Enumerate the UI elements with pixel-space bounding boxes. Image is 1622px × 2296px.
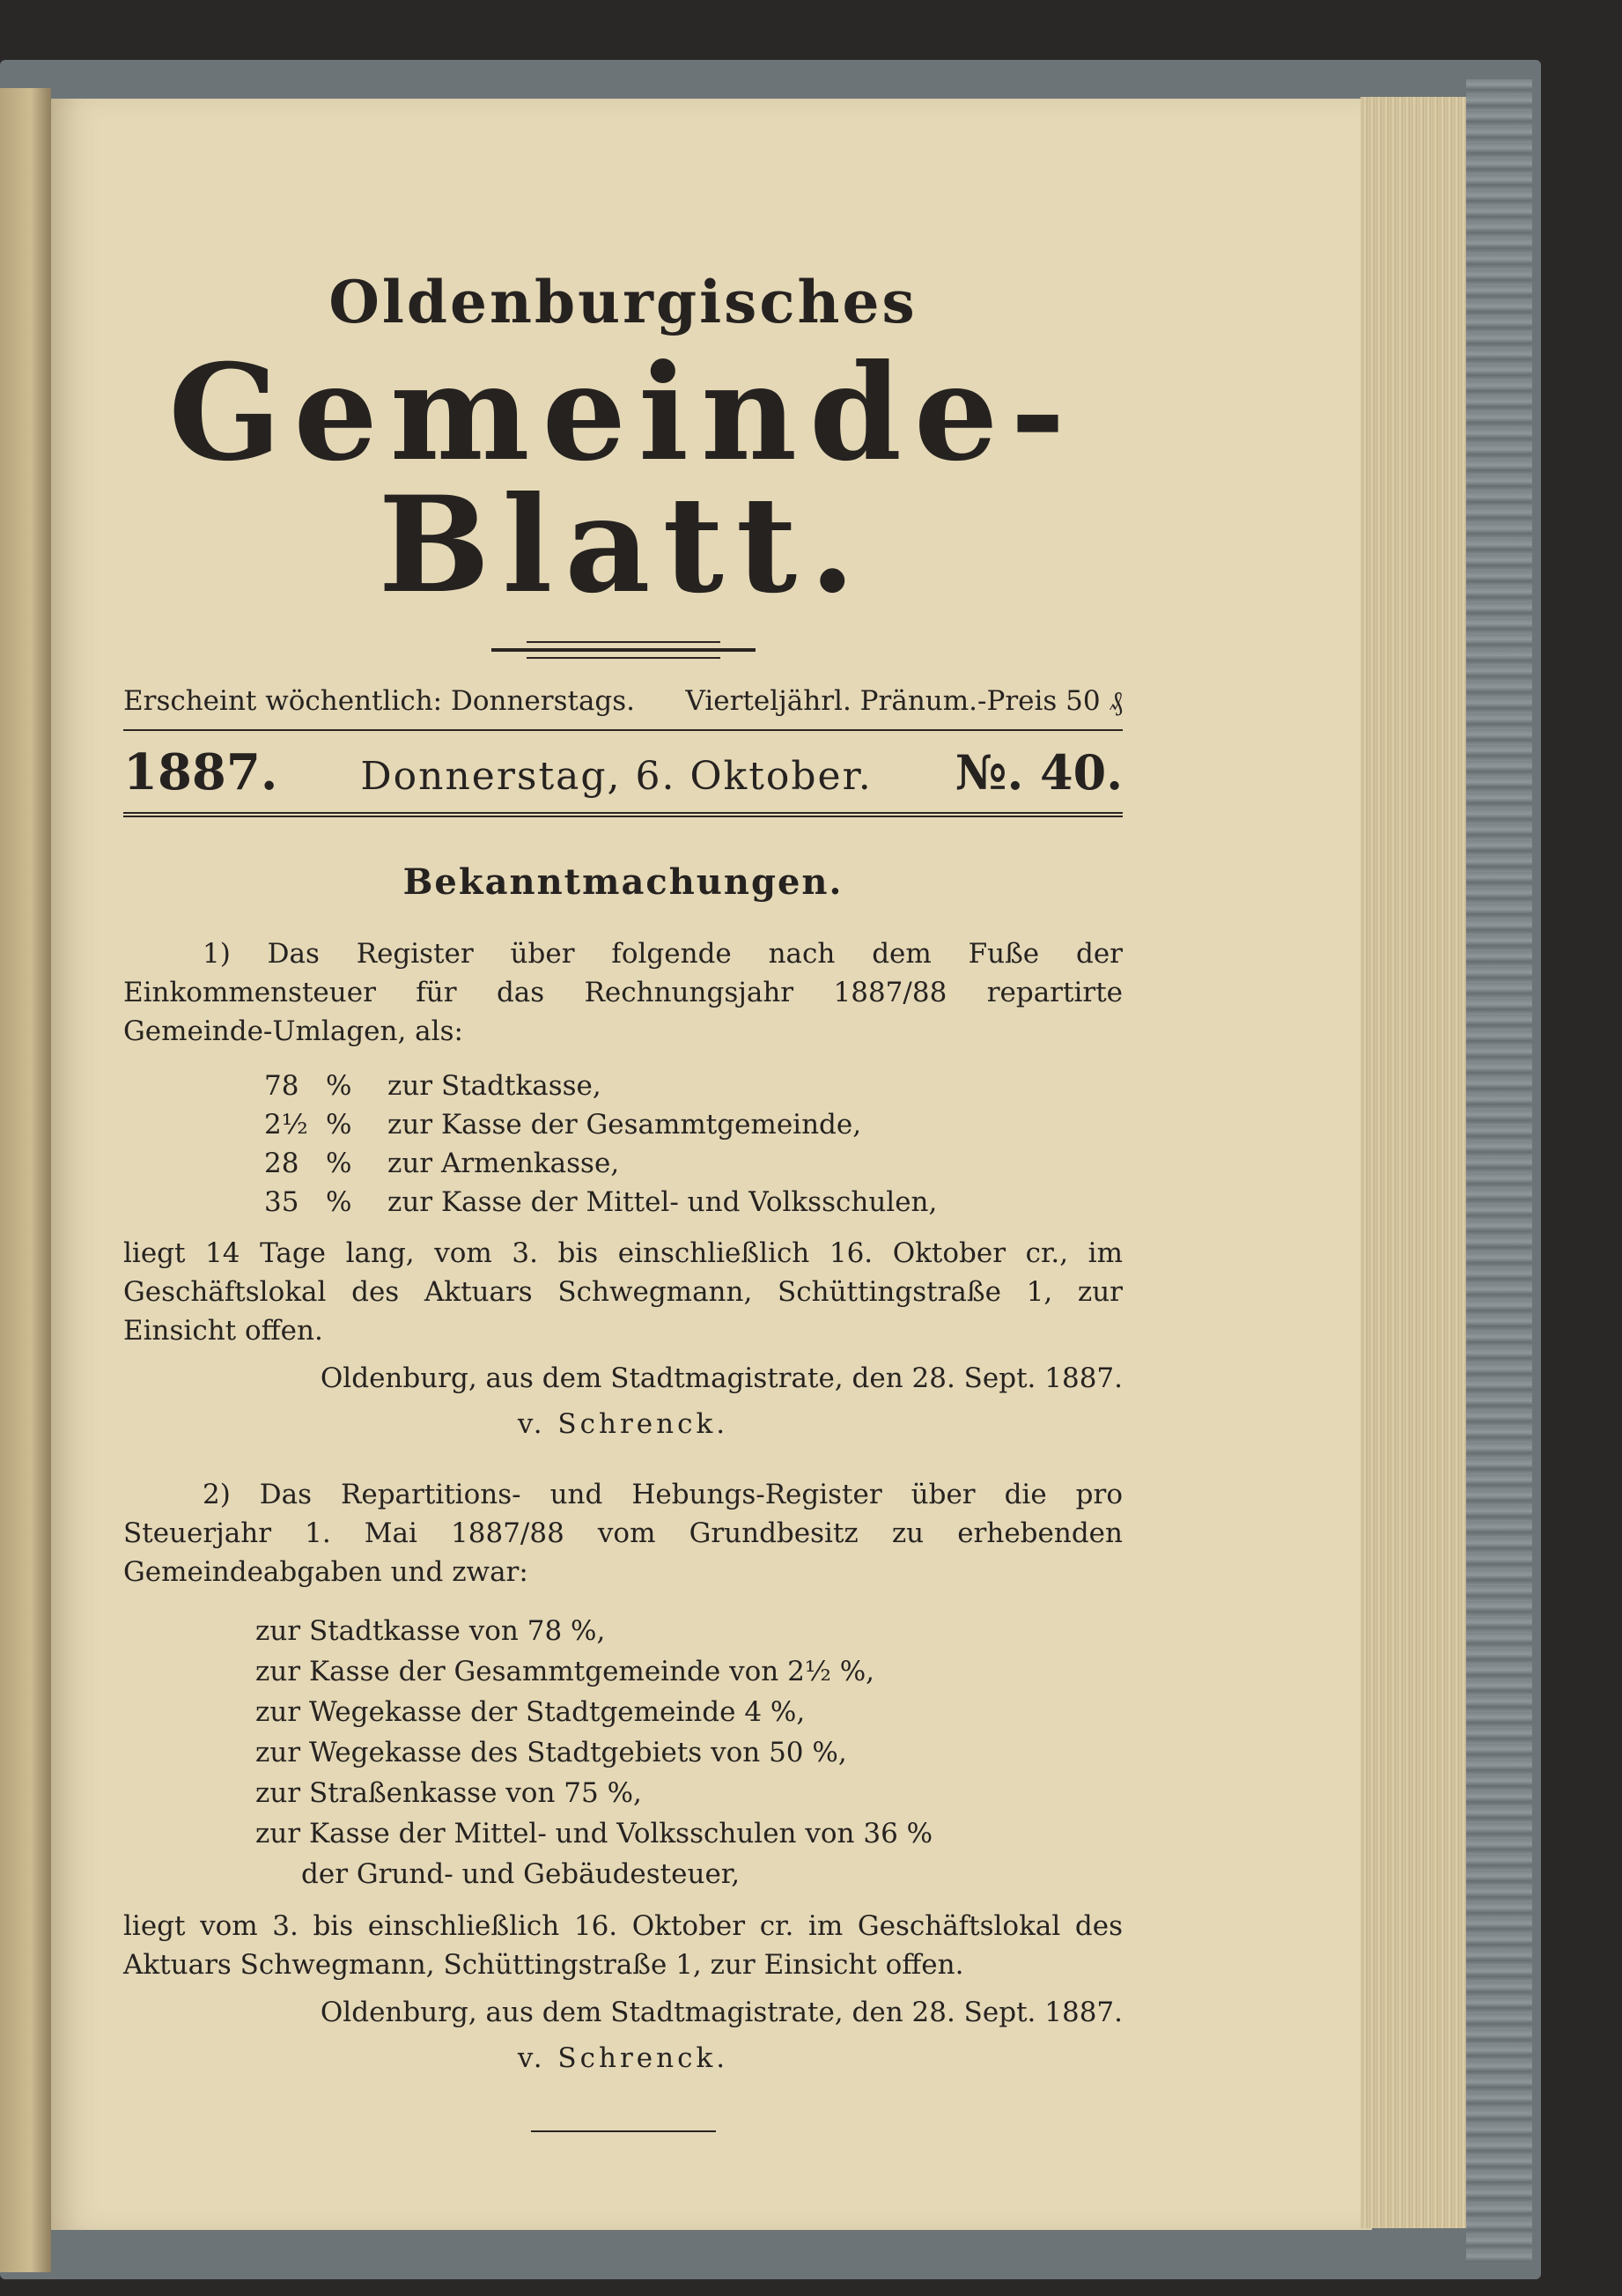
masthead-title: Gemeinde-Blatt. [168,336,1078,623]
masthead-subtitle: Oldenburgisches [328,268,918,336]
publication-frequency: Erscheint wöchentlich: Donnerstags. [123,685,636,717]
notice1-body: liegt 14 Tage lang, vom 3. bis einschließlich 16. Oktober cr., im Geschäftslokal des Aktuars Schwegmann, Schüttingstraße 1, zur Einsicht offen. [123,1237,1123,1347]
list-item: zur Wegekasse des Stadtgebiets von 50 %, [255,1737,847,1768]
list-item: zur Kasse der Mittel- und Volksschulen von 36 % [255,1818,933,1849]
notice2-body: liegt vom 3. bis einschließlich 16. Oktober cr. im Geschäftslokal des Aktuars Schwegmann, Schüttingstraße 1, zur Einsicht offen. [123,1910,1123,1981]
end-rule [531,2130,716,2132]
page-stack-edge [1360,97,1475,2228]
decorative-rule [491,641,756,659]
issue-date: Donnerstag, 6. Oktober. [360,754,873,799]
section-heading: Bekanntmachungen. [402,861,844,903]
list-item: zur Straßenkasse von 75 %, [255,1777,642,1809]
list-item: 35 % zur Kasse der Mittel- und Volksschulen, [264,1186,938,1218]
issue-dateline [123,729,1123,817]
notice1-intro: 1) Das Register über folgende nach dem Fuße der Einkommensteuer für das Rechnungsjahr 1887/88 repartirte Gemeinde-Umlagen, als: [123,938,1123,1047]
notice1-place-date: Oldenburg, aus dem Stadtmagistrate, den 28. Sept. 1887. [320,1362,1123,1394]
issue-year: 1887. [123,743,278,801]
notice1-list [264,1067,1123,1222]
list-item: 2½ % zur Kasse der Gesammtgemeinde, [264,1109,862,1141]
page-content [123,167,1123,2132]
list-item: zur Wegekasse der Stadtgemeinde 4 %, [255,1696,806,1728]
cover-right-edge [1466,79,1532,2263]
notice1-signature: v. Schrenck. [517,1408,729,1440]
issue-number: №. 40. [955,744,1123,801]
notice2-intro: 2) Das Repartitions- und Hebungs-Register über die pro Steuerjahr 1. Mai 1887/88 vom Grundbesitz zu erhebenden Gemeindeabgaben und zwar: [123,1479,1123,1588]
notice2-place-date: Oldenburg, aus dem Stadtmagistrate, den 28. Sept. 1887. [320,1997,1123,2028]
list-item: 28 % zur Armenkasse, [264,1148,620,1179]
list-item: zur Kasse der Gesammtgemeinde von 2½ %, [255,1656,875,1687]
list-item: 78 % zur Stadtkasse, [264,1070,601,1102]
list-item-continuation: der Grund- und Gebäudesteuer, [301,1858,741,1890]
left-page-edge [0,88,51,2272]
notice2-signature: v. Schrenck. [517,2042,729,2074]
list-item: zur Stadtkasse von 78 %, [255,1615,606,1647]
publication-info [123,685,1123,717]
notice2-list [255,1611,1123,1894]
subscription-price: Vierteljährl. Pränum.-Preis 50 ₰ [685,685,1123,717]
